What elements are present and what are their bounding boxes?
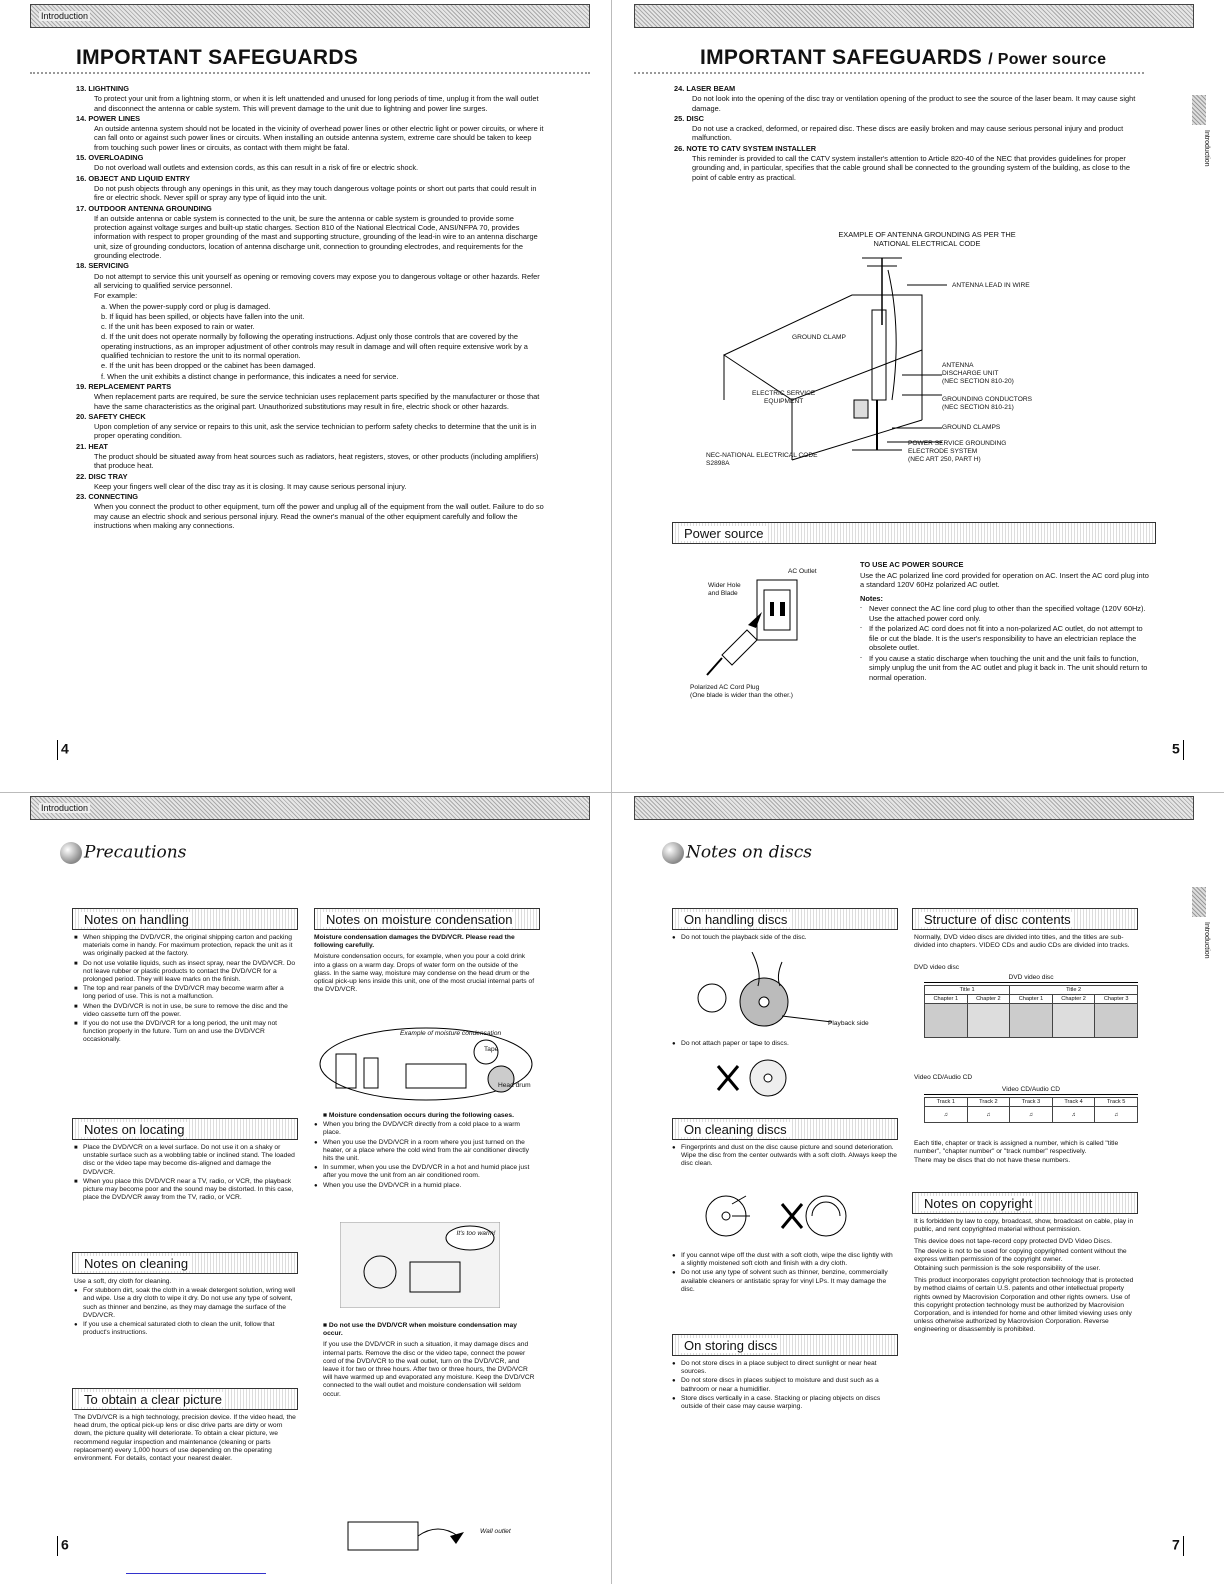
label-electric-service: ELECTRIC SERVICE EQUIPMENT xyxy=(752,390,816,405)
chapter-thumbnail xyxy=(967,1004,1010,1038)
list-item: f. When the unit exhibits a distinct change in performance, this indicates a need for service. xyxy=(101,371,399,381)
page-6 xyxy=(0,792,612,1584)
page-number: 6 xyxy=(54,1536,69,1556)
page-5 xyxy=(612,0,1224,792)
label-discharge-unit: ANTENNA DISCHARGE UNIT (NEC SECTION 810-20) xyxy=(942,362,1014,385)
item-heading: 17. OUTDOOR ANTENNA GROUNDING xyxy=(76,203,212,213)
item-heading: 21. HEAT xyxy=(76,441,108,451)
note-item: - If you cause a static discharge when touching the unit and the unit fails to function, simply unplug the unit from the AC outlet and plug it back in. The unit should return to normal operation. xyxy=(860,654,1150,683)
section-box-handling-discs: On handling discs xyxy=(672,908,898,930)
chapter-cell: Chapter 1 xyxy=(925,995,968,1004)
vcd-track-table xyxy=(924,1097,1138,1123)
item-body: Upon completion of any service or repairs to this unit, ask the service technician to perform safety checks to determine that the unit is in proper operating condition. xyxy=(94,422,537,441)
chapter-thumbnail xyxy=(925,1004,968,1038)
title-orb-icon xyxy=(662,842,684,864)
note-item: - Never connect the AC line cord plug to other than the specified voltage (120V 60Hz). Use the attached power cord only. xyxy=(860,604,1150,623)
track-cell: Track 2 xyxy=(967,1098,1010,1107)
section-tab: Introduction xyxy=(41,803,89,813)
section-box-storing-discs: On storing discs xyxy=(672,1334,898,1356)
track-cell: Track 1 xyxy=(925,1098,968,1107)
cleaning-text: Use a soft, dry cloth for cleaning. ● For stubborn dirt, soak the cloth in a weak detergent solution, wring well and wipe. Use a dry cloth to wipe it dry. Do not use any type of solvent, such as thinner and benzine, as they may damage the surface of the DVD/VCR. ● If you use a chemical saturated cloth to clean the unit, follow that product's instructions. xyxy=(74,1278,298,1338)
section-box-structure: Structure of disc contents xyxy=(912,908,1138,930)
vcd-structure-diagram xyxy=(924,1086,1138,1123)
item-body: Do not attempt to service this unit yourself as opening or removing covers may expose you to dangerous voltage or other hazards. Refer all servicing to qualified service personnel. xyxy=(94,271,540,290)
music-note-icon: ♫ xyxy=(925,1107,968,1123)
illus-label-drum: Head drum xyxy=(498,1082,531,1089)
label-polarized-plug: Polarized AC Cord Plug (One blade is wider than the other.) xyxy=(690,684,793,699)
illus-label-wall: Wall outlet xyxy=(480,1528,511,1535)
chapter-cell: Chapter 3 xyxy=(1095,995,1138,1004)
label-antenna-lead: ANTENNA LEAD IN WIRE xyxy=(952,282,1030,289)
illus-label-tape: Tape xyxy=(484,1046,499,1053)
side-tab-label: Introduction xyxy=(1203,922,1210,959)
note-item: - If the polarized AC cord does not fit into a non-polarized AC outlet, do not attempt to file or cut the blade. It is the user's responsibility to have an electrician replace the obsolete outlet. xyxy=(860,624,1150,653)
label-power-service: POWER SERVICE GROUNDING ELECTRODE SYSTEM (NEC ART 250, PART H) xyxy=(908,440,1007,463)
dvd-header: DVD video disc xyxy=(924,974,1138,983)
disc-cleaning-illustration xyxy=(702,1184,852,1244)
section-box-copyright: Notes on copyright xyxy=(912,1192,1138,1214)
copyright-text: It is forbidden by law to copy, broadcast, show, broadcast on cable, play in public, and rent copyrighted material without permission. This device does not tape-record copy protected DVD Video Discs. The device is not to be used for copying copyrighted content without the express written permission of the copyright owner. Obtaining such permission is the sole responsibility of the user. This product incorporates copyright protection technology that is protected by method claims of certain U.S. patents and other intellectual property rights owned by Macrovision Corporation and other rights owners. Use of this copyright protection technology must be authorized by Macrovision Corporation, and is intended for home and other limited viewing uses only unless otherwise authorized by Macrovision Corporation. Reverse engineering or disassembly is prohibited. xyxy=(914,1218,1134,1334)
item-heading: 20. SAFETY CHECK xyxy=(76,411,146,421)
chapter-thumbnail xyxy=(1010,1004,1053,1038)
title-cell: Title 2 xyxy=(1010,986,1138,995)
dvd-label: DVD video disc xyxy=(914,964,960,971)
ac-power-text: TO USE AC POWER SOURCE Use the AC polarized line cord provided for operation on AC. Insert the AC cord plug into a standard 120V 60Hz polarized AC outlet. Notes: - Never connect the AC line cord plug to other than the specified voltage (120V 60Hz). Use the attached power cord only. - If the polarized AC cord does not fit into a non-polarized AC outlet, do not attempt to file or cut the blade. It is the user's responsibility to have an electrician replace the obsolete outlet. - If you cause a static discharge when touching the unit and the unit fails to function, simply unplug the unit from the AC outlet and plug it back in. The unit should return to normal operation. xyxy=(860,560,1150,683)
music-note-icon: ♫ xyxy=(1095,1107,1138,1123)
item-body: To protect your unit from a lightning storm, or when it is left unattended and unused for long periods of time, unplug it from the wall outlet and disconnect the antenna or cable system. This will prevent damage to the unit due to lightning and power line surges. xyxy=(94,94,539,113)
item-heading: 23. CONNECTING xyxy=(76,492,139,502)
cleaning-discs-list: ● If you cannot wipe off the dust with a soft cloth, wipe the disc lightly with a slightly moistened soft cloth and finish with a dry cloth. ● Do not use any type of solvent such as thinner, benzine, commercially available cleaners or antistatic spray for vinyl LPs. It may damage the disc. xyxy=(672,1252,898,1295)
music-note-icon: ♫ xyxy=(967,1107,1010,1123)
label-wider-hole: Wider Hole and Blade xyxy=(708,582,741,597)
page-title: Precautions xyxy=(60,842,186,864)
section-box-clear-picture: To obtain a clear picture xyxy=(72,1388,298,1410)
label-playback-side: Playback side xyxy=(828,1020,869,1027)
music-note-icon: ♫ xyxy=(1010,1107,1053,1123)
safeguards-list-2 xyxy=(674,84,1144,183)
item-body: This reminder is provided to call the CATV system installer's attention to Article 820-40 of the NEC that provides guidelines for proper grounding and, in particular, specifies that the cable ground shall be connected to the grounding system of the building, as close to the point of cable entry as practical. xyxy=(692,154,1130,182)
safeguards-list-1 xyxy=(76,84,546,531)
clear-picture-text: The DVD/VCR is a high technology, precision device. If the video head, the head drum, the optical pick-up lens or disc drive parts are dirty or worn down, the picture quality will deteriorate. To obtain a clear picture, we recommend regular inspection and maintenance (cleaning or parts replacement) every 1,000 hours of use depending on the operating environment. For details, contact your nearest dealer. xyxy=(74,1414,296,1463)
cleaning-discs-1: ● Fingerprints and dust on the disc cause picture and sound deterioration. Wipe the disc from the center outwards with a soft cloth. Always keep the disc clean. xyxy=(672,1144,898,1170)
list-item: e. If the unit has been dropped or the cabinet has been damaged. xyxy=(101,361,316,371)
item-body: Keep your fingers well clear of the disc tray as it is closing. It may cause serious personal injury. xyxy=(94,481,407,491)
section-box-cleaning: Notes on cleaning xyxy=(72,1252,298,1274)
vcd-header: Video CD/Audio CD xyxy=(924,1086,1138,1095)
section-box-moisture: Notes on moisture condensation xyxy=(314,908,540,930)
wall-outlet-illustration xyxy=(338,1512,488,1558)
title-rule xyxy=(30,72,590,76)
label-ac-outlet: AC Outlet xyxy=(788,568,817,575)
item-heading: 13. LIGHTNING xyxy=(76,84,129,93)
occurs-text: ■ Moisture condensation occurs during the following cases. ● When you bring the DVD/VCR directly from a cold place to a warm place. ● When you use the DVD/VCR in a room where you just turned on the heater, or a place where the cold wind from the air conditioner directly hits the unit. ● In summer, when you use the DVD/VCR in a hot and humid place just after you move the unit from an air conditioned room. ● When you use the DVD/VCR in a humid place. xyxy=(314,1112,536,1191)
header-bar xyxy=(634,4,1194,28)
page-title: IMPORTANT SAFEGUARDS / Power source xyxy=(700,46,1107,69)
section-box-cleaning-discs: On cleaning discs xyxy=(672,1118,898,1140)
side-tab xyxy=(1192,887,1206,917)
item-heading: 14. POWER LINES xyxy=(76,113,141,123)
label-ground-clamps: GROUND CLAMPS xyxy=(942,424,1001,431)
page-number: 7 xyxy=(1172,1536,1187,1556)
item-heading: 19. REPLACEMENT PARTS xyxy=(76,381,172,391)
section-box-handling: Notes on handling xyxy=(72,908,298,930)
list-item: b. If liquid has been spilled, or objects have fallen into the unit. xyxy=(101,311,305,321)
chapter-cell: Chapter 2 xyxy=(967,995,1010,1004)
handling-discs-2: ● Do not attach paper or tape to discs. xyxy=(672,1040,898,1049)
page-number: 4 xyxy=(54,740,69,760)
page-number: 5 xyxy=(1172,740,1187,760)
dont-use-text: ■ Do not use the DVD/VCR when moisture condensation may occur. If you use the DVD/VCR in such a situation, it may damage discs and internal parts. Remove the disc or the video tape, connect the power cord of the DVD/VCR to the wall outlet, turn on the DVD/VCR, and leave it for two or three hours. After two or three hours, the DVD/VCR will have warmed up and evaporated any moisture. Keep the DVD/VCR connected to the wall outlet and moisture condensation will seldom occur. xyxy=(323,1322,535,1398)
item-heading: 16. OBJECT AND LIQUID ENTRY xyxy=(76,173,191,183)
chapter-cell: Chapter 2 xyxy=(1052,995,1095,1004)
handling-list: ■ When shipping the DVD/VCR, the original shipping carton and packing materials come in handy. For maximum protection, repack the unit as it was originally packed at the factory. ■ Do not use volatile liquids, such as insect spray, near the DVD/VCR. Do not leave rubber or plastic products to contact the DVD/VCR for a prolonged period. They will leave marks on the finish. ■ The top and rear panels of the DVD/VCR may become warm after a long period of use. This is not a malfunction. ■ When the DVD/VCR is not in use, be sure to remove the disc and the video cassette turn off the power. ■ If you do not use the DVD/VCR for a long period, the unit may not function properly in the future. Turn on and use the DVD/VCR occasionally. xyxy=(74,934,298,1046)
list-item: c. If the unit has been exposed to rain or water. xyxy=(101,322,255,332)
track-cell: Track 4 xyxy=(1052,1098,1095,1107)
diagram-title: EXAMPLE OF ANTENNA GROUNDING AS PER THE NATIONAL ELECTRICAL CODE xyxy=(838,230,1016,248)
moisture-text: Moisture condensation damages the DVD/VCR. Please read the following carefully. Moisture condensation occurs, for example, when you pour a cold drink into a glass on a warm day. Drops of water form on the outside of the glass. In the same way, moisture may condense on the head drum or the optical pick-up lens inside this unit, one of the most crucial internal parts of the DVD/VCR. xyxy=(314,934,535,994)
list-item: d. If the unit does not operate normally by following the operating instructions. Adjust only those controls that are covered by the operating instructions, as an improper adjustment of other controls may result in damage and will often require extensive work by a qualified technician to restore the unit to its normal operation. xyxy=(101,332,528,361)
storing-list: ● Do not store discs in a place subject to direct sunlight or near heat sources. ● Do not store discs in places subject to moisture and dust such as a bathroom or near a humidifier. ● Store discs vertically in a case. Stacking or placing objects on discs outside of their case may cause warping. xyxy=(672,1360,898,1412)
item-body: When you connect the product to other equipment, turn off the power and unplug all of the equipment from the wall outlet. Failure to do so may cause an electric shock and serious personal injury. Read the owner's manual of the other equipment carefully and follow the instructions when making any connections. xyxy=(94,502,544,531)
item-body: When replacement parts are required, be sure the service technician uses replacement parts specified by the manufacturer or those that have the same characteristics as the original part. Unauthorized substitutions may result in fire, electric shock or other hazards. xyxy=(94,392,540,411)
item-heading: 25. DISC xyxy=(674,113,705,123)
label-grounding-conductors: GROUNDING CONDUCTORS (NEC SECTION 810-21) xyxy=(942,396,1032,411)
disc-no-tape-illustration xyxy=(712,1052,812,1102)
chapter-thumbnail xyxy=(1052,1004,1095,1038)
item-heading: 24. LASER BEAM xyxy=(674,84,736,93)
chapter-thumbnail xyxy=(1095,1004,1138,1038)
title-orb-icon xyxy=(60,842,82,864)
dvd-structure-diagram xyxy=(924,974,1138,1038)
item-body: An outside antenna system should not be located in the vicinity of overhead power lines or other electric light or power circuits, or where it can fall onto or against such power lines or circuits. When installing an outside antenna system, extreme care should be taken to keep from touching such power lines or circuits, as contact with them might be fatal. xyxy=(94,124,544,152)
page-4 xyxy=(0,0,612,792)
item-body: Do not push objects through any openings in this unit, as they may touch dangerous voltage points or short out parts that could result in fire or electric shock. Never spill or spray any type of liquid into the unit. xyxy=(94,183,537,203)
item-heading: 15. OVERLOADING xyxy=(76,153,144,163)
item-body: If an outside antenna or cable system is connected to the unit, be sure the antenna or cable system is grounded to provide some protection against voltage surges and built-up static charges. Section 810 of the National Electrical Code, ANSI/NFPA 70, provides information with respect to proper grounding of the mast and supporting structure, grounding of the lead-in wire to an antenna discharge unit, size of grounding conductors, location of antenna discharge unit, connection to grounding electrodes, and requirements for the grounding electrode. xyxy=(94,213,538,261)
chapter-cell: Chapter 1 xyxy=(1010,995,1053,1004)
page-title: Notes on discs xyxy=(662,842,812,864)
header-bar xyxy=(634,796,1194,820)
footer-link-line xyxy=(126,1573,266,1574)
title-rule xyxy=(634,72,1144,76)
item-body: Do not use a cracked, deformed, or repaired disc. These discs are easily broken and may cause serious personal injury and product malfunction. xyxy=(692,124,1124,143)
page-title: IMPORTANT SAFEGUARDS xyxy=(76,46,359,69)
music-note-icon: ♫ xyxy=(1052,1107,1095,1123)
label-ground-clamp: GROUND CLAMP xyxy=(792,334,846,341)
title-cell: Title 1 xyxy=(925,986,1010,995)
dvd-title-table xyxy=(924,985,1138,1038)
item-body: Do not look into the opening of the disc tray or ventilation opening of the product to see the source of the laser beam. It may cause sight damage. xyxy=(692,94,1136,113)
illus-bubble: It's too warm! xyxy=(456,1230,496,1237)
handling-discs-1: ● Do not touch the playback side of the disc. xyxy=(672,934,898,943)
section-tab: Introduction xyxy=(41,11,89,21)
track-cell: Track 3 xyxy=(1010,1098,1053,1107)
item-heading: 18. SERVICING xyxy=(76,261,129,271)
item-body: The product should be situated away from heat sources such as radiators, heat registers, stoves, or other products (including amplifiers) that produce heat. xyxy=(94,451,539,471)
section-box-locating: Notes on locating xyxy=(72,1118,298,1140)
header-bar xyxy=(30,4,590,28)
side-tab xyxy=(1192,95,1206,125)
track-cell: Track 5 xyxy=(1095,1098,1138,1107)
label-nec: NEC-NATIONAL ELECTRICAL CODE S2898A xyxy=(706,452,818,467)
section-box-power-source: Power source xyxy=(672,522,1156,544)
vcd-label: Video CD/Audio CD xyxy=(914,1074,973,1081)
illus-label-example: Example of moisture condensation xyxy=(400,1030,502,1037)
item-heading: 26. NOTE TO CATV SYSTEM INSTALLER xyxy=(674,143,817,153)
page-7 xyxy=(612,792,1224,1584)
item-body: Do not overload wall outlets and extension cords, as this can result in a risk of fire or electric shock. xyxy=(94,163,419,173)
locating-list: ■ Place the DVD/VCR on a level surface. Do not use it on a shaky or unstable surface such as a wobbling table or inclined stand. The loaded disc or the video tape may become dis-aligned and damage the DVD/VCR. ■ When you place this DVD/VCR near a TV, radio, or VCR, the playback picture may become poor and the sound may be distorted. In this case, place the DVD/VCR away from the TV, radio, or VCR. xyxy=(74,1144,298,1203)
numbers-text: Each title, chapter or track is assigned a number, which is called "title number", "chapter number" or "track number" respectively. There may be discs that do not have these numbers. xyxy=(914,1140,1119,1165)
header-bar xyxy=(30,796,590,820)
side-tab-label: Introduction xyxy=(1203,130,1210,167)
item-heading: 22. DISC TRAY xyxy=(76,471,128,481)
item-body: For example: xyxy=(94,291,138,301)
list-item: a. When the power-supply cord or plug is damaged. xyxy=(101,301,271,311)
page-subtitle: / Power source xyxy=(988,51,1107,68)
structure-text: Normally, DVD video discs are divided into titles, and the titles are sub-divided into chapters. VIDEO CDs and audio CDs are divided into tracks. xyxy=(914,934,1130,950)
